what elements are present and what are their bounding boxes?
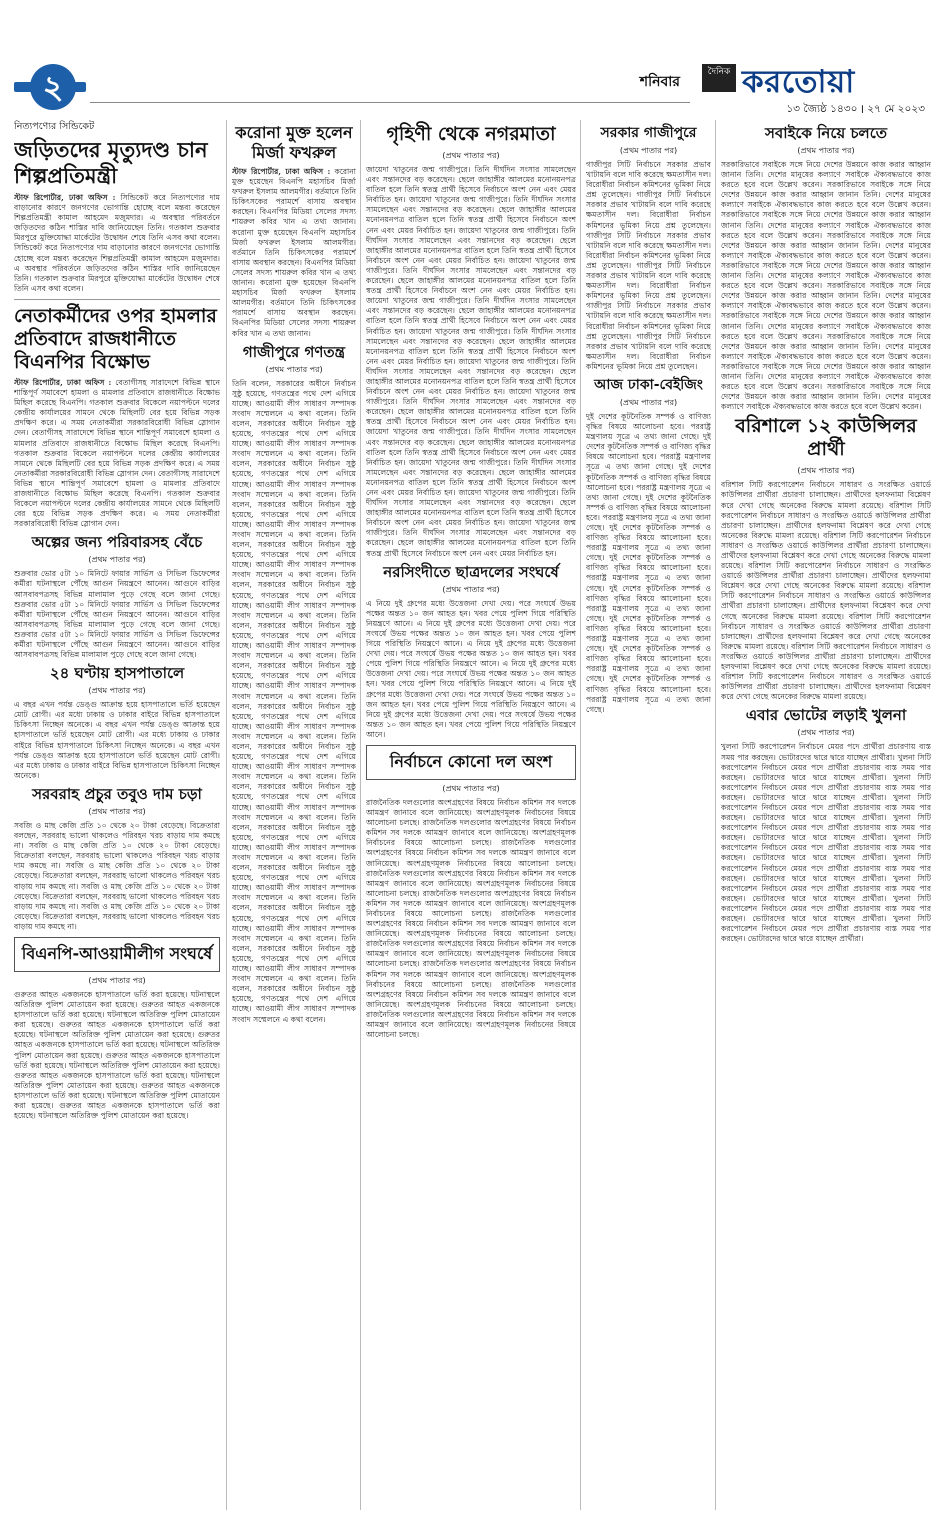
article-body: তিনি বলেন, সরকারের অধীনে নির্বাচন সুষ্ঠু হয়েছে, গণতন্ত্রের পথে দেশ এগিয়ে যাচ্ছে। আওয়ামী লীগ সাধারণ সম্পাদক সংবাদ সম্মেলনে এ কথা বলেন। তিনি বলেন, সরকারের অধীনে নির্বাচন সুষ্ঠু হয়েছে, গণতন্ত্রের পথে দেশ এগিয়ে যাচ্ছে। আওয়ামী লীগ সাধারণ সম্পাদক সংবাদ সম্মেলনে এ কথা বলেন। তিনি বলেন, সরকারের অধীনে নির্বাচন সুষ্ঠু হয়েছে, গণতন্ত্রের পথে দেশ এগিয়ে যাচ্ছে। আওয়ামী লীগ সাধারণ সম্পাদক সংবাদ সম্মেলনে এ কথা বলেন। তিনি বলেন, সরকারের অধীনে নির্বাচন সুষ্ঠু হয়েছে, গণতন্ত্রের পথে দেশ এগিয়ে যাচ্ছে। আওয়ামী লীগ সাধারণ সম্পাদক সংবাদ সম্মেলনে এ কথা বলেন। তিনি বলেন, সরকারের অধীনে নির্বাচন সুষ্ঠু হয়েছে, গণতন্ত্রের পথে দেশ এগিয়ে যাচ্ছে। আওয়ামী লীগ সাধারণ সম্পাদক সংবাদ সম্মেলনে এ কথা বলেন। তিনি বলেন, সরকারের অধীনে নির্বাচন সুষ্ঠু হয়েছে, গণতন্ত্রের পথে দেশ এগিয়ে যাচ্ছে। আওয়ামী লীগ সাধারণ সম্পাদক সংবাদ সম্মেলনে এ কথা বলেন। তিনি বলেন, সরকারের অধীনে নির্বাচন সুষ্ঠু হয়েছে, গণতন্ত্রের পথে দেশ এগিয়ে যাচ্ছে। আওয়ামী লীগ সাধারণ সম্পাদক সংবাদ সম্মেলনে এ কথা বলেন। তিনি বলেন, সরকারের অধীনে নির্বাচন সুষ্ঠু হয়েছে, গণতন্ত্রের পথে দেশ এগিয়ে যাচ্ছে। আওয়ামী লীগ সাধারণ সম্পাদক সংবাদ সম্মেলনে এ কথা বলেন। তিনি বলেন, সরকারের অধীনে নির্বাচন সুষ্ঠু হয়েছে, গণতন্ত্রের পথে দেশ এগিয়ে যাচ্ছে। আওয়ামী লীগ সাধারণ সম্পাদক সংবাদ সম্মেলনে এ কথা বলেন। তিনি বলেন, সরকারের অধীনে নির্বাচন সুষ্ঠু হয়েছে, গণতন্ত্রের পথে দেশ এগিয়ে যাচ্ছে। আওয়ামী লীগ সাধারণ সম্পাদক সংবাদ সম্মেলনে এ কথা বলেন। তিনি বলেন, সরকারের অধীনে নির্বাচন সুষ্ঠু হয়েছে, গণতন্ত্রের পথে দেশ এগিয়ে যাচ্ছে। আওয়ামী লীগ সাধারণ সম্পাদক সংবাদ সম্মেলনে এ কথা বলেন। তিনি বলেন, সরকারের অধীনে নির্বাচন সুষ্ঠু হয়েছে, গণতন্ত্রের পথে দেশ এগিয়ে যাচ্ছে। আওয়ামী লীগ সাধারণ সম্পাদক সংবাদ সম্মেলনে এ কথা বলেন। তিনি বলেন, সরকারের অধীনে নির্বাচন সুষ্ঠু হয়েছে, গণতন্ত্রের পথে দেশ এগিয়ে যাচ্ছে। আওয়ামী লীগ সাধারণ সম্পাদক সংবাদ সম্মেলনে এ কথা বলেন। তিনি বলেন, সরকারের অধীনে নির্বাচন সুষ্ঠু হয়েছে, গণতন্ত্রের পথে দেশ এগিয়ে যাচ্ছে। আওয়ামী লীগ সাধারণ সম্পাদক সংবাদ সম্মেলনে এ কথা বলেন। তিনি বলেন, সরকারের অধীনে নির্বাচন সুষ্ঠু হয়েছে, গণতন্ত্রের পথে দেশ এগিয়ে যাচ্ছে। আওয়ামী লীগ সাধারণ সম্পাদক সংবাদ সম্মেলনে এ কথা বলেন। তিনি বলেন, সরকারের অধীনে নির্বাচন সুষ্ঠু হয়েছে, গণতন্ত্রের পথে দেশ এগিয়ে যাচ্ছে। আওয়ামী লীগ সাধারণ সম্পাদক সংবাদ সম্মেলনে এ কথা বলেন। bbox=[232, 378, 356, 1024]
header-date: ১৩ জ্যৈষ্ঠ ১৪৩০ ׀ ২৭ মে ২০২৩ bbox=[786, 103, 925, 115]
column-separator bbox=[715, 120, 716, 1510]
continuation-note: (প্রথম পাতার পর) bbox=[265, 364, 323, 374]
article-body: গুরুতর আহত একজনকে হাসপাতালে ভর্তি করা হয়েছে। ঘটনাস্থলে অতিরিক্ত পুলিশ মোতায়েন করা হয়েছে। গুরুতর আহত একজনকে হাসপাতালে ভর্তি করা হয়েছে। ঘটনাস্থলে অতিরিক্ত পুলিশ মোতায়েন করা হয়েছে। গুরুতর আহত একজনকে হাসপাতালে ভর্তি করা হয়েছে। ঘটনাস্থলে অতিরিক্ত পুলিশ মোতায়েন করা হয়েছে। গুরুতর আহত একজনকে হাসপাতালে ভর্তি করা হয়েছে। ঘটনাস্থলে অতিরিক্ত পুলিশ মোতায়েন করা হয়েছে। গুরুতর আহত একজনকে হাসপাতালে ভর্তি করা হয়েছে। ঘটনাস্থলে অতিরিক্ত পুলিশ মোতায়েন করা হয়েছে। গুরুতর আহত একজনকে হাসপাতালে ভর্তি করা হয়েছে। ঘটনাস্থলে অতিরিক্ত পুলিশ মোতায়েন করা হয়েছে। গুরুতর আহত একজনকে হাসপাতালে ভর্তি করা হয়েছে। ঘটনাস্থলে অতিরিক্ত পুলিশ মোতায়েন করা হয়েছে। গুরুতর আহত একজনকে হাসপাতালে ভর্তি করা হয়েছে। ঘটনাস্থলে অতিরিক্ত পুলিশ মোতায়েন করা হয়েছে। bbox=[14, 989, 220, 1121]
article-body: সরকারিভাবে সবাইকে সঙ্গে নিয়ে দেশের উন্নয়নে কাজ করার আহ্বান জানান তিনি। দেশের মানুষের কল্যাণে সবাইকে ঐক্যবদ্ধভাবে কাজ করতে হবে বলে উল্লেখ করেন। সরকারিভাবে সবাইকে সঙ্গে নিয়ে দেশের উন্নয়নে কাজ করার আহ্বান জানান তিনি। দেশের মানুষের কল্যাণে সবাইকে ঐক্যবদ্ধভাবে কাজ করতে হবে বলে উল্লেখ করেন। সরকারিভাবে সবাইকে সঙ্গে নিয়ে দেশের উন্নয়নে কাজ করার আহ্বান জানান তিনি। দেশের মানুষের কল্যাণে সবাইকে ঐক্যবদ্ধভাবে কাজ করতে হবে বলে উল্লেখ করেন। সরকারিভাবে সবাইকে সঙ্গে নিয়ে দেশের উন্নয়নে কাজ করার আহ্বান জানান তিনি। দেশের মানুষের কল্যাণে সবাইকে ঐক্যবদ্ধভাবে কাজ করতে হবে বলে উল্লেখ করেন। সরকারিভাবে সবাইকে সঙ্গে নিয়ে দেশের উন্নয়নে কাজ করার আহ্বান জানান তিনি। দেশের মানুষের কল্যাণে সবাইকে ঐক্যবদ্ধভাবে কাজ করতে হবে বলে উল্লেখ করেন। সরকারিভাবে সবাইকে সঙ্গে নিয়ে দেশের উন্নয়নে কাজ করার আহ্বান জানান তিনি। দেশের মানুষের কল্যাণে সবাইকে ঐক্যবদ্ধভাবে কাজ করতে হবে বলে উল্লেখ করেন। সরকারিভাবে সবাইকে সঙ্গে নিয়ে দেশের উন্নয়নে কাজ করার আহ্বান জানান তিনি। দেশের মানুষের কল্যাণে সবাইকে ঐক্যবদ্ধভাবে কাজ করতে হবে বলে উল্লেখ করেন। সরকারিভাবে সবাইকে সঙ্গে নিয়ে দেশের উন্নয়নে কাজ করার আহ্বান জানান তিনি। দেশের মানুষের কল্যাণে সবাইকে ঐক্যবদ্ধভাবে কাজ করতে হবে বলে উল্লেখ করেন। সরকারিভাবে সবাইকে সঙ্গে নিয়ে দেশের উন্নয়নে কাজ করার আহ্বান জানান তিনি। দেশের মানুষের কল্যাণে সবাইকে ঐক্যবদ্ধভাবে কাজ করতে হবে বলে উল্লেখ করেন। সরকারিভাবে সবাইকে সঙ্গে নিয়ে দেশের উন্নয়নে কাজ করার আহ্বান জানান তিনি। দেশের মানুষের কল্যাণে সবাইকে ঐক্যবদ্ধভাবে কাজ করতে হবে বলে উল্লেখ করেন। bbox=[721, 160, 931, 412]
article-body: সবজি ও মাছ কেজি প্রতি ১০ থেকে ২০ টাকা বেড়েছে। বিক্রেতারা বলছেন, সরবরাহ ভালো থাকলেও পরিবহন খরচ বাড়ায় দাম কমছে না। সবজি ও মাছ কেজি প্রতি ১০ থেকে ২০ টাকা বেড়েছে। বিক্রেতারা বলছেন, সরবরাহ ভালো থাকলেও পরিবহন খরচ বাড়ায় দাম কমছে না। সবজি ও মাছ কেজি প্রতি ১০ থেকে ২০ টাকা বেড়েছে। বিক্রেতারা বলছেন, সরবরাহ ভালো থাকলেও পরিবহন খরচ বাড়ায় দাম কমছে না। সবজি ও মাছ কেজি প্রতি ১০ থেকে ২০ টাকা বেড়েছে। বিক্রেতারা বলছেন, সরবরাহ ভালো থাকলেও পরিবহন খরচ বাড়ায় দাম কমছে না। সবজি ও মাছ কেজি প্রতি ১০ থেকে ২০ টাকা বেড়েছে। বিক্রেতারা বলছেন, সরবরাহ ভালো থাকলেও পরিবহন খরচ বাড়ায় দাম কমছে না। bbox=[14, 820, 220, 931]
column-separator bbox=[360, 120, 361, 1510]
article-body: এ নিয়ে দুই গ্রুপের মধ্যে উত্তেজনা দেখা দেয়। পরে সংঘর্ষে উভয় পক্ষের অন্তত ১০ জন আহত হন। খবর পেয়ে পুলিশ গিয়ে পরিস্থিতি নিয়ন্ত্রণে আনে। এ নিয়ে দুই গ্রুপের মধ্যে উত্তেজনা দেখা দেয়। পরে সংঘর্ষে উভয় পক্ষের অন্তত ১০ জন আহত হন। খবর পেয়ে পুলিশ গিয়ে পরিস্থিতি নিয়ন্ত্রণে আনে। এ নিয়ে দুই গ্রুপের মধ্যে উত্তেজনা দেখা দেয়। পরে সংঘর্ষে উভয় পক্ষের অন্তত ১০ জন আহত হন। খবর পেয়ে পুলিশ গিয়ে পরিস্থিতি নিয়ন্ত্রণে আনে। এ নিয়ে দুই গ্রুপের মধ্যে উত্তেজনা দেখা দেয়। পরে সংঘর্ষে উভয় পক্ষের অন্তত ১০ জন আহত হন। খবর পেয়ে পুলিশ গিয়ে পরিস্থিতি নিয়ন্ত্রণে আনে। এ নিয়ে দুই গ্রুপের মধ্যে উত্তেজনা দেখা দেয়। পরে সংঘর্ষে উভয় পক্ষের অন্তত ১০ জন আহত হন। খবর পেয়ে পুলিশ গিয়ে পরিস্থিতি নিয়ন্ত্রণে আনে। এ নিয়ে দুই গ্রুপের মধ্যে উত্তেজনা দেখা দেয়। পরে সংঘর্ষে উভয় পক্ষের অন্তত ১০ জন আহত হন। খবর পেয়ে পুলিশ গিয়ে পরিস্থিতি নিয়ন্ত্রণে আনে। bbox=[366, 598, 576, 739]
article-body: স্টাফ রিপোর্টার, ঢাকা অফিস : সিন্ডিকেট করে নিত্যপণ্যের দাম বাড়ানোর কারণে জনগণের ভোগান্তি হোচ্ছে বলে মন্তব্য করেছেন শিল্পপ্রতিমন্ত্রী কামাল আহমেদ মজুমদার। এ অবস্থার পরিবর্তনে জড়িতদের কঠিন শাস্তির দাবি জানিয়েছেন তিনি। গতকাল শুক্রবার মিরপুরে মুক্তিযোদ্ধা মার্কেটের উদ্বোধন শেষে তিনি এসব কথা বলেন। সিন্ডিকেট করে নিত্যপণ্যের দাম বাড়ানোর কারণে জনগণের ভোগান্তি হোচ্ছে বলে মন্তব্য করেছেন শিল্পপ্রতিমন্ত্রী কামাল আহমেদ মজুমদার। এ অবস্থার পরিবর্তনে জড়িতদের কঠিন শাস্তির দাবি জানিয়েছেন তিনি। গতকাল শুক্রবার মিরপুরে মুক্তিযোদ্ধা মার্কেটের উদ্বোধন শেষে তিনি এসব কথা বলেন। bbox=[14, 193, 220, 293]
masthead-small: দৈনিক bbox=[702, 64, 736, 92]
continuation-note: (প্রথম পাতার পর) bbox=[88, 686, 146, 696]
column-4 bbox=[586, 120, 711, 1510]
continuation-note: (প্রথম পাতার পর) bbox=[442, 783, 500, 793]
column-2 bbox=[232, 120, 356, 1510]
article-body: দুই দেশের কূটনৈতিক সম্পর্ক ও বাণিজ্য বৃদ্ধির বিষয়ে আলোচনা হবে। পররাষ্ট্র মন্ত্রণালয় সূত্রে এ তথ্য জানা গেছে। দুই দেশের কূটনৈতিক সম্পর্ক ও বাণিজ্য বৃদ্ধির বিষয়ে আলোচনা হবে। পররাষ্ট্র মন্ত্রণালয় সূত্রে এ তথ্য জানা গেছে। দুই দেশের কূটনৈতিক সম্পর্ক ও বাণিজ্য বৃদ্ধির বিষয়ে আলোচনা হবে। পররাষ্ট্র মন্ত্রণালয় সূত্রে এ তথ্য জানা গেছে। দুই দেশের কূটনৈতিক সম্পর্ক ও বাণিজ্য বৃদ্ধির বিষয়ে আলোচনা হবে। পররাষ্ট্র মন্ত্রণালয় সূত্রে এ তথ্য জানা গেছে। দুই দেশের কূটনৈতিক সম্পর্ক ও বাণিজ্য বৃদ্ধির বিষয়ে আলোচনা হবে। পররাষ্ট্র মন্ত্রণালয় সূত্রে এ তথ্য জানা গেছে। দুই দেশের কূটনৈতিক সম্পর্ক ও বাণিজ্য বৃদ্ধির বিষয়ে আলোচনা হবে। পররাষ্ট্র মন্ত্রণালয় সূত্রে এ তথ্য জানা গেছে। দুই দেশের কূটনৈতিক সম্পর্ক ও বাণিজ্য বৃদ্ধির বিষয়ে আলোচনা হবে। পররাষ্ট্র মন্ত্রণালয় সূত্রে এ তথ্য জানা গেছে। দুই দেশের কূটনৈতিক সম্পর্ক ও বাণিজ্য বৃদ্ধির বিষয়ে আলোচনা হবে। পররাষ্ট্র মন্ত্রণালয় সূত্রে এ তথ্য জানা গেছে। দুই দেশের কূটনৈতিক সম্পর্ক ও বাণিজ্য বৃদ্ধির বিষয়ে আলোচনা হবে। পররাষ্ট্র মন্ত্রণালয় সূত্রে এ তথ্য জানা গেছে। দুই দেশের কূটনৈতিক সম্পর্ক ও বাণিজ্য বৃদ্ধির বিষয়ে আলোচনা হবে। পররাষ্ট্র মন্ত্রণালয় সূত্রে এ তথ্য জানা গেছে। bbox=[586, 411, 711, 714]
headline[interactable]: নরসিংদীতে ছাত্রদলের সংঘর্ষে bbox=[383, 562, 559, 581]
headline[interactable]: জড়িতদের মৃত্যুদণ্ড চান শিল্পপ্রতিমন্ত্রী bbox=[14, 138, 208, 188]
page-number-badge bbox=[14, 64, 86, 110]
headline[interactable]: গৃহিণী থেকে নগরমাতা bbox=[386, 123, 556, 145]
kicker: নিত্যপণ্যের সিন্ডিকেট bbox=[14, 121, 95, 132]
newspaper-columns bbox=[14, 120, 931, 1510]
headline[interactable]: অল্পের জন্য পরিবারসহ বেঁচে bbox=[31, 533, 203, 552]
continuation-note: (প্রথম পাতার পর) bbox=[797, 728, 855, 738]
continuation-note: (প্রথম পাতার পর) bbox=[797, 146, 855, 155]
continuation-note: (প্রথম পাতার পর) bbox=[619, 397, 678, 407]
column-separator bbox=[226, 120, 227, 1510]
continuation-note: (প্রথম পাতার পর) bbox=[88, 555, 146, 565]
header-day: শনিবার bbox=[639, 74, 680, 90]
article-body: জায়েদা খাতুনের জন্ম গাজীপুরে। তিনি দীর্ঘদিন সংসার সামলেছেন এবং সন্তানদের বড় করেছেন। ছেলে জাহাঙ্গীর আলমের মনোনয়নপত্র বাতিল হলে তিনি স্বতন্ত্র প্রার্থী হিসেবে নির্বাচনে অংশ নেন এবং মেয়র নির্বাচিত হন। জায়েদা খাতুনের জন্ম গাজীপুরে। তিনি দীর্ঘদিন সংসার সামলেছেন এবং সন্তানদের বড় করেছেন। ছেলে জাহাঙ্গীর আলমের মনোনয়নপত্র বাতিল হলে তিনি স্বতন্ত্র প্রার্থী হিসেবে নির্বাচনে অংশ নেন এবং মেয়র নির্বাচিত হন। জায়েদা খাতুনের জন্ম গাজীপুরে। তিনি দীর্ঘদিন সংসার সামলেছেন এবং সন্তানদের বড় করেছেন। ছেলে জাহাঙ্গীর আলমের মনোনয়নপত্র বাতিল হলে তিনি স্বতন্ত্র প্রার্থী হিসেবে নির্বাচনে অংশ নেন এবং মেয়র নির্বাচিত হন। জায়েদা খাতুনের জন্ম গাজীপুরে। তিনি দীর্ঘদিন সংসার সামলেছেন এবং সন্তানদের বড় করেছেন। ছেলে জাহাঙ্গীর আলমের মনোনয়নপত্র বাতিল হলে তিনি স্বতন্ত্র প্রার্থী হিসেবে নির্বাচনে অংশ নেন এবং মেয়র নির্বাচিত হন। জায়েদা খাতুনের জন্ম গাজীপুরে। তিনি দীর্ঘদিন সংসার সামলেছেন এবং সন্তানদের বড় করেছেন। ছেলে জাহাঙ্গীর আলমের মনোনয়নপত্র বাতিল হলে তিনি স্বতন্ত্র প্রার্থী হিসেবে নির্বাচনে অংশ নেন এবং মেয়র নির্বাচিত হন। জায়েদা খাতুনের জন্ম গাজীপুরে। তিনি দীর্ঘদিন সংসার সামলেছেন এবং সন্তানদের বড় করেছেন। ছেলে জাহাঙ্গীর আলমের মনোনয়নপত্র বাতিল হলে তিনি স্বতন্ত্র প্রার্থী হিসেবে নির্বাচনে অংশ নেন এবং মেয়র নির্বাচিত হন। জায়েদা খাতুনের জন্ম গাজীপুরে। তিনি দীর্ঘদিন সংসার সামলেছেন এবং সন্তানদের বড় করেছেন। ছেলে জাহাঙ্গীর আলমের মনোনয়নপত্র বাতিল হলে তিনি স্বতন্ত্র প্রার্থী হিসেবে নির্বাচনে অংশ নেন এবং মেয়র নির্বাচিত হন। জায়েদা খাতুনের জন্ম গাজীপুরে। তিনি দীর্ঘদিন সংসার সামলেছেন এবং সন্তানদের বড় করেছেন। ছেলে জাহাঙ্গীর আলমের মনোনয়নপত্র বাতিল হলে তিনি স্বতন্ত্র প্রার্থী হিসেবে নির্বাচনে অংশ নেন এবং মেয়র নির্বাচিত হন। জায়েদা খাতুনের জন্ম গাজীপুরে। তিনি দীর্ঘদিন সংসার সামলেছেন এবং সন্তানদের বড় করেছেন। ছেলে জাহাঙ্গীর আলমের মনোনয়নপত্র বাতিল হলে তিনি স্বতন্ত্র প্রার্থী হিসেবে নির্বাচনে অংশ নেন এবং মেয়র নির্বাচিত হন। জায়েদা খাতুনের জন্ম গাজীপুরে। তিনি দীর্ঘদিন সংসার সামলেছেন এবং সন্তানদের বড় করেছেন। ছেলে জাহাঙ্গীর আলমের মনোনয়নপত্র বাতিল হলে তিনি স্বতন্ত্র প্রার্থী হিসেবে নির্বাচনে অংশ নেন এবং মেয়র নির্বাচিত হন। জায়েদা খাতুনের জন্ম গাজীপুরে। তিনি দীর্ঘদিন সংসার সামলেছেন এবং সন্তানদের বড় করেছেন। ছেলে জাহাঙ্গীর আলমের মনোনয়নপত্র বাতিল হলে তিনি স্বতন্ত্র প্রার্থী হিসেবে নির্বাচনে অংশ নেন এবং মেয়র নির্বাচিত হন। জায়েদা খাতুনের জন্ম গাজীপুরে। তিনি দীর্ঘদিন সংসার সামলেছেন এবং সন্তানদের বড় করেছেন। ছেলে জাহাঙ্গীর আলমের মনোনয়নপত্র বাতিল হলে তিনি স্বতন্ত্র প্রার্থী হিসেবে নির্বাচনে অংশ নেন এবং মেয়র নির্বাচিত হন। bbox=[366, 165, 576, 558]
page-header bbox=[0, 0, 945, 118]
continuation-note: (প্রথম পাতার পর) bbox=[442, 151, 500, 160]
continuation-note: (প্রথম পাতার পর) bbox=[797, 466, 855, 476]
continuation-note: (প্রথম পাতার পর) bbox=[442, 584, 500, 594]
headline[interactable]: বিএনপি-আওয়ামীলীগ সংঘর্ষে bbox=[14, 937, 220, 972]
column-1 bbox=[14, 120, 220, 1510]
article-body: স্টাফ রিপোর্টার, ঢাকা অফিস : বেতাগীসহ সারাদেশে বিভিন্ন স্থানে শান্তিপূর্ণ সমাবেশে হামলা ও মামলার প্রতিবাদে রাজধানীতে বিক্ষোভ মিছিল করেছে বিএনপি। গতকাল শুক্রবার বিকেলে নয়াপল্টনে দলের কেন্দ্রীয় কার্যালয়ের সামনে থেকে মিছিলটি বের হয়ে বিভিন্ন সড়ক প্রদক্ষিণ করে। এ সময় নেতাকর্মীরা সরকারবিরোধী বিভিন্ন স্লোগান দেন। বেতাগীসহ সারাদেশে বিভিন্ন স্থানে শান্তিপূর্ণ সমাবেশে হামলা ও মামলার প্রতিবাদে রাজধানীতে বিক্ষোভ মিছিল করেছে বিএনপি। গতকাল শুক্রবার বিকেলে নয়াপল্টনে দলের কেন্দ্রীয় কার্যালয়ের সামনে থেকে মিছিলটি বের হয়ে বিভিন্ন সড়ক প্রদক্ষিণ করে। এ সময় নেতাকর্মীরা সরকারবিরোধী বিভিন্ন স্লোগান দেন। বেতাগীসহ সারাদেশে বিভিন্ন স্থানে শান্তিপূর্ণ সমাবেশে হামলা ও মামলার প্রতিবাদে রাজধানীতে বিক্ষোভ মিছিল করেছে বিএনপি। গতকাল শুক্রবার বিকেলে নয়াপল্টনে দলের কেন্দ্রীয় কার্যালয়ের সামনে থেকে মিছিলটি বের হয়ে বিভিন্ন সড়ক প্রদক্ষিণ করে। এ সময় নেতাকর্মীরা সরকারবিরোধী বিভিন্ন স্লোগান দেন। bbox=[14, 377, 220, 529]
article-body: বরিশাল সিটি করপোরেশন নির্বাচনে সাধারণ ও সংরক্ষিত ওয়ার্ডে কাউন্সিলর প্রার্থীরা প্রচারণা চালাচ্ছেন। প্রার্থীদের হলফনামা বিশ্লেষণ করে দেখা গেছে অনেকের বিরুদ্ধে মামলা রয়েছে। বরিশাল সিটি করপোরেশন নির্বাচনে সাধারণ ও সংরক্ষিত ওয়ার্ডে কাউন্সিলর প্রার্থীরা প্রচারণা চালাচ্ছেন। প্রার্থীদের হলফনামা বিশ্লেষণ করে দেখা গেছে অনেকের বিরুদ্ধে মামলা রয়েছে। বরিশাল সিটি করপোরেশন নির্বাচনে সাধারণ ও সংরক্ষিত ওয়ার্ডে কাউন্সিলর প্রার্থীরা প্রচারণা চালাচ্ছেন। প্রার্থীদের হলফনামা বিশ্লেষণ করে দেখা গেছে অনেকের বিরুদ্ধে মামলা রয়েছে। বরিশাল সিটি করপোরেশন নির্বাচনে সাধারণ ও সংরক্ষিত ওয়ার্ডে কাউন্সিলর প্রার্থীরা প্রচারণা চালাচ্ছেন। প্রার্থীদের হলফনামা বিশ্লেষণ করে দেখা গেছে অনেকের বিরুদ্ধে মামলা রয়েছে। বরিশাল সিটি করপোরেশন নির্বাচনে সাধারণ ও সংরক্ষিত ওয়ার্ডে কাউন্সিলর প্রার্থীরা প্রচারণা চালাচ্ছেন। প্রার্থীদের হলফনামা বিশ্লেষণ করে দেখা গেছে অনেকের বিরুদ্ধে মামলা রয়েছে। বরিশাল সিটি করপোরেশন নির্বাচনে সাধারণ ও সংরক্ষিত ওয়ার্ডে কাউন্সিলর প্রার্থীরা প্রচারণা চালাচ্ছেন। প্রার্থীদের হলফনামা বিশ্লেষণ করে দেখা গেছে অনেকের বিরুদ্ধে মামলা রয়েছে। বরিশাল সিটি করপোরেশন নির্বাচনে সাধারণ ও সংরক্ষিত ওয়ার্ডে কাউন্সিলর প্রার্থীরা প্রচারণা চালাচ্ছেন। প্রার্থীদের হলফনামা বিশ্লেষণ করে দেখা গেছে অনেকের বিরুদ্ধে মামলা রয়েছে। বরিশাল সিটি করপোরেশন নির্বাচনে সাধারণ ও সংরক্ষিত ওয়ার্ডে কাউন্সিলর প্রার্থীরা প্রচারণা চালাচ্ছেন। প্রার্থীদের হলফনামা বিশ্লেষণ করে দেখা গেছে অনেকের বিরুদ্ধে মামলা রয়েছে। bbox=[721, 480, 931, 702]
headline[interactable]: এবার ভোটের লড়াই খুলনা bbox=[745, 706, 907, 725]
masthead-logo bbox=[702, 58, 927, 100]
continuation-note: (প্রথম পাতার পর) bbox=[88, 806, 146, 816]
column-3 bbox=[366, 120, 576, 1510]
column-separator bbox=[580, 120, 581, 1510]
masthead-name: করতোয়া bbox=[742, 64, 855, 100]
headline[interactable]: আজ ঢাকা-বেইজিং bbox=[594, 376, 703, 393]
headline[interactable]: সরকার গাজীপুরে bbox=[600, 125, 697, 141]
article-body: রাজনৈতিক দলগুলোর অংশগ্রহণের বিষয়ে নির্বাচন কমিশন সব দলকে আমন্ত্রণ জানাবে বলে জানিয়েছে। অংশগ্রহণমূলক নির্বাচনের বিষয়ে আলোচনা চলছে। রাজনৈতিক দলগুলোর অংশগ্রহণের বিষয়ে নির্বাচন কমিশন সব দলকে আমন্ত্রণ জানাবে বলে জানিয়েছে। অংশগ্রহণমূলক নির্বাচনের বিষয়ে আলোচনা চলছে। রাজনৈতিক দলগুলোর অংশগ্রহণের বিষয়ে নির্বাচন কমিশন সব দলকে আমন্ত্রণ জানাবে বলে জানিয়েছে। অংশগ্রহণমূলক নির্বাচনের বিষয়ে আলোচনা চলছে। রাজনৈতিক দলগুলোর অংশগ্রহণের বিষয়ে নির্বাচন কমিশন সব দলকে আমন্ত্রণ জানাবে বলে জানিয়েছে। অংশগ্রহণমূলক নির্বাচনের বিষয়ে আলোচনা চলছে। রাজনৈতিক দলগুলোর অংশগ্রহণের বিষয়ে নির্বাচন কমিশন সব দলকে আমন্ত্রণ জানাবে বলে জানিয়েছে। অংশগ্রহণমূলক নির্বাচনের বিষয়ে আলোচনা চলছে। রাজনৈতিক দলগুলোর অংশগ্রহণের বিষয়ে নির্বাচন কমিশন সব দলকে আমন্ত্রণ জানাবে বলে জানিয়েছে। অংশগ্রহণমূলক নির্বাচনের বিষয়ে আলোচনা চলছে। রাজনৈতিক দলগুলোর অংশগ্রহণের বিষয়ে নির্বাচন কমিশন সব দলকে আমন্ত্রণ জানাবে বলে জানিয়েছে। অংশগ্রহণমূলক নির্বাচনের বিষয়ে আলোচনা চলছে। রাজনৈতিক দলগুলোর অংশগ্রহণের বিষয়ে নির্বাচন কমিশন সব দলকে আমন্ত্রণ জানাবে বলে জানিয়েছে। অংশগ্রহণমূলক নির্বাচনের বিষয়ে আলোচনা চলছে। রাজনৈতিক দলগুলোর অংশগ্রহণের বিষয়ে নির্বাচন কমিশন সব দলকে আমন্ত্রণ জানাবে বলে জানিয়েছে। অংশগ্রহণমূলক নির্বাচনের বিষয়ে আলোচনা চলছে। রাজনৈতিক দলগুলোর অংশগ্রহণের বিষয়ে নির্বাচন কমিশন সব দলকে আমন্ত্রণ জানাবে বলে জানিয়েছে। অংশগ্রহণমূলক নির্বাচনের বিষয়ে আলোচনা চলছে। bbox=[366, 797, 576, 1040]
headline[interactable]: করোনা মুক্ত হলেন মির্জা ফখরুল bbox=[235, 123, 353, 162]
headline[interactable]: ২৪ ঘণ্টায় হাসপাতালে bbox=[49, 664, 185, 683]
article-body: গাজীপুর সিটি নির্বাচনে সরকার প্রভাব খাটায়নি বলে দাবি করেছে ক্ষমতাসীন দল। বিরোধীরা নির্বাচন কমিশনের ভূমিকা নিয়ে প্রশ্ন তুলেছেন। গাজীপুর সিটি নির্বাচনে সরকার প্রভাব খাটায়নি বলে দাবি করেছে ক্ষমতাসীন দল। বিরোধীরা নির্বাচন কমিশনের ভূমিকা নিয়ে প্রশ্ন তুলেছেন। গাজীপুর সিটি নির্বাচনে সরকার প্রভাব খাটায়নি বলে দাবি করেছে ক্ষমতাসীন দল। বিরোধীরা নির্বাচন কমিশনের ভূমিকা নিয়ে প্রশ্ন তুলেছেন। গাজীপুর সিটি নির্বাচনে সরকার প্রভাব খাটায়নি বলে দাবি করেছে ক্ষমতাসীন দল। বিরোধীরা নির্বাচন কমিশনের ভূমিকা নিয়ে প্রশ্ন তুলেছেন। গাজীপুর সিটি নির্বাচনে সরকার প্রভাব খাটায়নি বলে দাবি করেছে ক্ষমতাসীন দল। বিরোধীরা নির্বাচন কমিশনের ভূমিকা নিয়ে প্রশ্ন তুলেছেন। গাজীপুর সিটি নির্বাচনে সরকার প্রভাব খাটায়নি বলে দাবি করেছে ক্ষমতাসীন দল। বিরোধীরা নির্বাচন কমিশনের ভূমিকা নিয়ে প্রশ্ন তুলেছেন। bbox=[586, 160, 711, 371]
headline[interactable]: সরবরাহ প্রচুর তবুও দাম চড়া bbox=[32, 784, 202, 803]
article-body: শুক্রবার ভোর ৫টা ১০ মিনিটে ফায়ার সার্ভিস ও সিভিল ডিফেন্সের কর্মীরা ঘটনাস্থলে পৌঁছে আগুন নিয়ন্ত্রণে আনেন। আগুনে বাড়ির আসবাবপত্রসহ বিভিন্ন মালামাল পুড়ে গেছে বলে জানা গেছে। শুক্রবার ভোর ৫টা ১০ মিনিটে ফায়ার সার্ভিস ও সিভিল ডিফেন্সের কর্মীরা ঘটনাস্থলে পৌঁছে আগুন নিয়ন্ত্রণে আনেন। আগুনে বাড়ির আসবাবপত্রসহ বিভিন্ন মালামাল পুড়ে গেছে বলে জানা গেছে। শুক্রবার ভোর ৫টা ১০ মিনিটে ফায়ার সার্ভিস ও সিভিল ডিফেন্সের কর্মীরা ঘটনাস্থলে পৌঁছে আগুন নিয়ন্ত্রণে আনেন। আগুনে বাড়ির আসবাবপত্রসহ বিভিন্ন মালামাল পুড়ে গেছে বলে জানা গেছে। bbox=[14, 569, 220, 660]
article-body: স্টাফ রিপোর্টার, ঢাকা অফিস : করোনা মুক্ত হয়েছেন বিএনপি মহাসচিব মির্জা ফখরুল ইসলাম আলমগীর। বর্তমানে তিনি চিকিৎসকের পরামর্শে বাসায় অবস্থান করছেন। বিএনপির মিডিয়া সেলের সদস্য শায়রুল কবির খান এ তথ্য জানান। করোনা মুক্ত হয়েছেন বিএনপি মহাসচিব মির্জা ফখরুল ইসলাম আলমগীর। বর্তমানে তিনি চিকিৎসকের পরামর্শে বাসায় অবস্থান করছেন। বিএনপির মিডিয়া সেলের সদস্য শায়রুল কবির খান এ তথ্য জানান। করোনা মুক্ত হয়েছেন বিএনপি মহাসচিব মির্জা ফখরুল ইসলাম আলমগীর। বর্তমানে তিনি চিকিৎসকের পরামর্শে বাসায় অবস্থান করছেন। বিএনপির মিডিয়া সেলের সদস্য শায়রুল কবির খান এ তথ্য জানান। bbox=[232, 167, 356, 338]
headline[interactable]: বরিশালে ১২ কাউন্সিলর প্রার্থী bbox=[735, 415, 917, 461]
headline[interactable]: নেতাকর্মীদের ওপর হামলার প্রতিবাদে রাজধানীতে বিএনপির বিক্ষোভ bbox=[14, 304, 217, 373]
headline[interactable]: সবাইকে নিয়ে চলতে bbox=[764, 124, 888, 142]
continuation-note: (প্রথম পাতার পর) bbox=[619, 146, 678, 155]
column-5 bbox=[721, 120, 931, 1510]
headline[interactable]: গাজীপুরে গণতন্ত্র bbox=[242, 342, 346, 361]
page-number: ২ bbox=[30, 64, 76, 110]
header-rule bbox=[90, 102, 690, 103]
article-body: এ বছর এখন পর্যন্ত ডেঙ্গু আক্রান্ত হয়ে হাসপাতালে ভর্তি হয়েছেন মোট রোগী। এর মধ্যে ঢাকায় ও ঢাকার বাইরে বিভিন্ন হাসপাতালে চিকিৎসা নিচ্ছেন অনেকে। এ বছর এখন পর্যন্ত ডেঙ্গু আক্রান্ত হয়ে হাসপাতালে ভর্তি হয়েছেন মোট রোগী। এর মধ্যে ঢাকায় ও ঢাকার বাইরে বিভিন্ন হাসপাতালে চিকিৎসা নিচ্ছেন অনেকে। এ বছর এখন পর্যন্ত ডেঙ্গু আক্রান্ত হয়ে হাসপাতালে ভর্তি হয়েছেন মোট রোগী। এর মধ্যে ঢাকায় ও ঢাকার বাইরে বিভিন্ন হাসপাতালে চিকিৎসা নিচ্ছেন অনেকে। bbox=[14, 700, 220, 780]
article-body: খুলনা সিটি করপোরেশন নির্বাচনে মেয়র পদে প্রার্থীরা প্রচারণায় ব্যস্ত সময় পার করছেন। ভোটারদের দ্বারে দ্বারে যাচ্ছেন প্রার্থীরা। খুলনা সিটি করপোরেশন নির্বাচনে মেয়র পদে প্রার্থীরা প্রচারণায় ব্যস্ত সময় পার করছেন। ভোটারদের দ্বারে দ্বারে যাচ্ছেন প্রার্থীরা। খুলনা সিটি করপোরেশন নির্বাচনে মেয়র পদে প্রার্থীরা প্রচারণায় ব্যস্ত সময় পার করছেন। ভোটারদের দ্বারে দ্বারে যাচ্ছেন প্রার্থীরা। খুলনা সিটি করপোরেশন নির্বাচনে মেয়র পদে প্রার্থীরা প্রচারণায় ব্যস্ত সময় পার করছেন। ভোটারদের দ্বারে দ্বারে যাচ্ছেন প্রার্থীরা। খুলনা সিটি করপোরেশন নির্বাচনে মেয়র পদে প্রার্থীরা প্রচারণায় ব্যস্ত সময় পার করছেন। ভোটারদের দ্বারে দ্বারে যাচ্ছেন প্রার্থীরা। খুলনা সিটি করপোরেশন নির্বাচনে মেয়র পদে প্রার্থীরা প্রচারণায় ব্যস্ত সময় পার করছেন। ভোটারদের দ্বারে দ্বারে যাচ্ছেন প্রার্থীরা। খুলনা সিটি করপোরেশন নির্বাচনে মেয়র পদে প্রার্থীরা প্রচারণায় ব্যস্ত সময় পার করছেন। ভোটারদের দ্বারে দ্বারে যাচ্ছেন প্রার্থীরা। খুলনা সিটি করপোরেশন নির্বাচনে মেয়র পদে প্রার্থীরা প্রচারণায় ব্যস্ত সময় পার করছেন। ভোটারদের দ্বারে দ্বারে যাচ্ছেন প্রার্থীরা। খুলনা সিটি করপোরেশন নির্বাচনে মেয়র পদে প্রার্থীরা প্রচারণায় ব্যস্ত সময় পার করছেন। ভোটারদের দ্বারে দ্বারে যাচ্ছেন প্রার্থীরা। খুলনা সিটি করপোরেশন নির্বাচনে মেয়র পদে প্রার্থীরা প্রচারণায় ব্যস্ত সময় পার করছেন। ভোটারদের দ্বারে দ্বারে যাচ্ছেন প্রার্থীরা। bbox=[721, 742, 931, 944]
headline[interactable]: নির্বাচনে কোনো দল অংশ bbox=[366, 745, 576, 780]
continuation-note: (প্রথম পাতার পর) bbox=[88, 975, 146, 985]
divider bbox=[14, 299, 220, 300]
